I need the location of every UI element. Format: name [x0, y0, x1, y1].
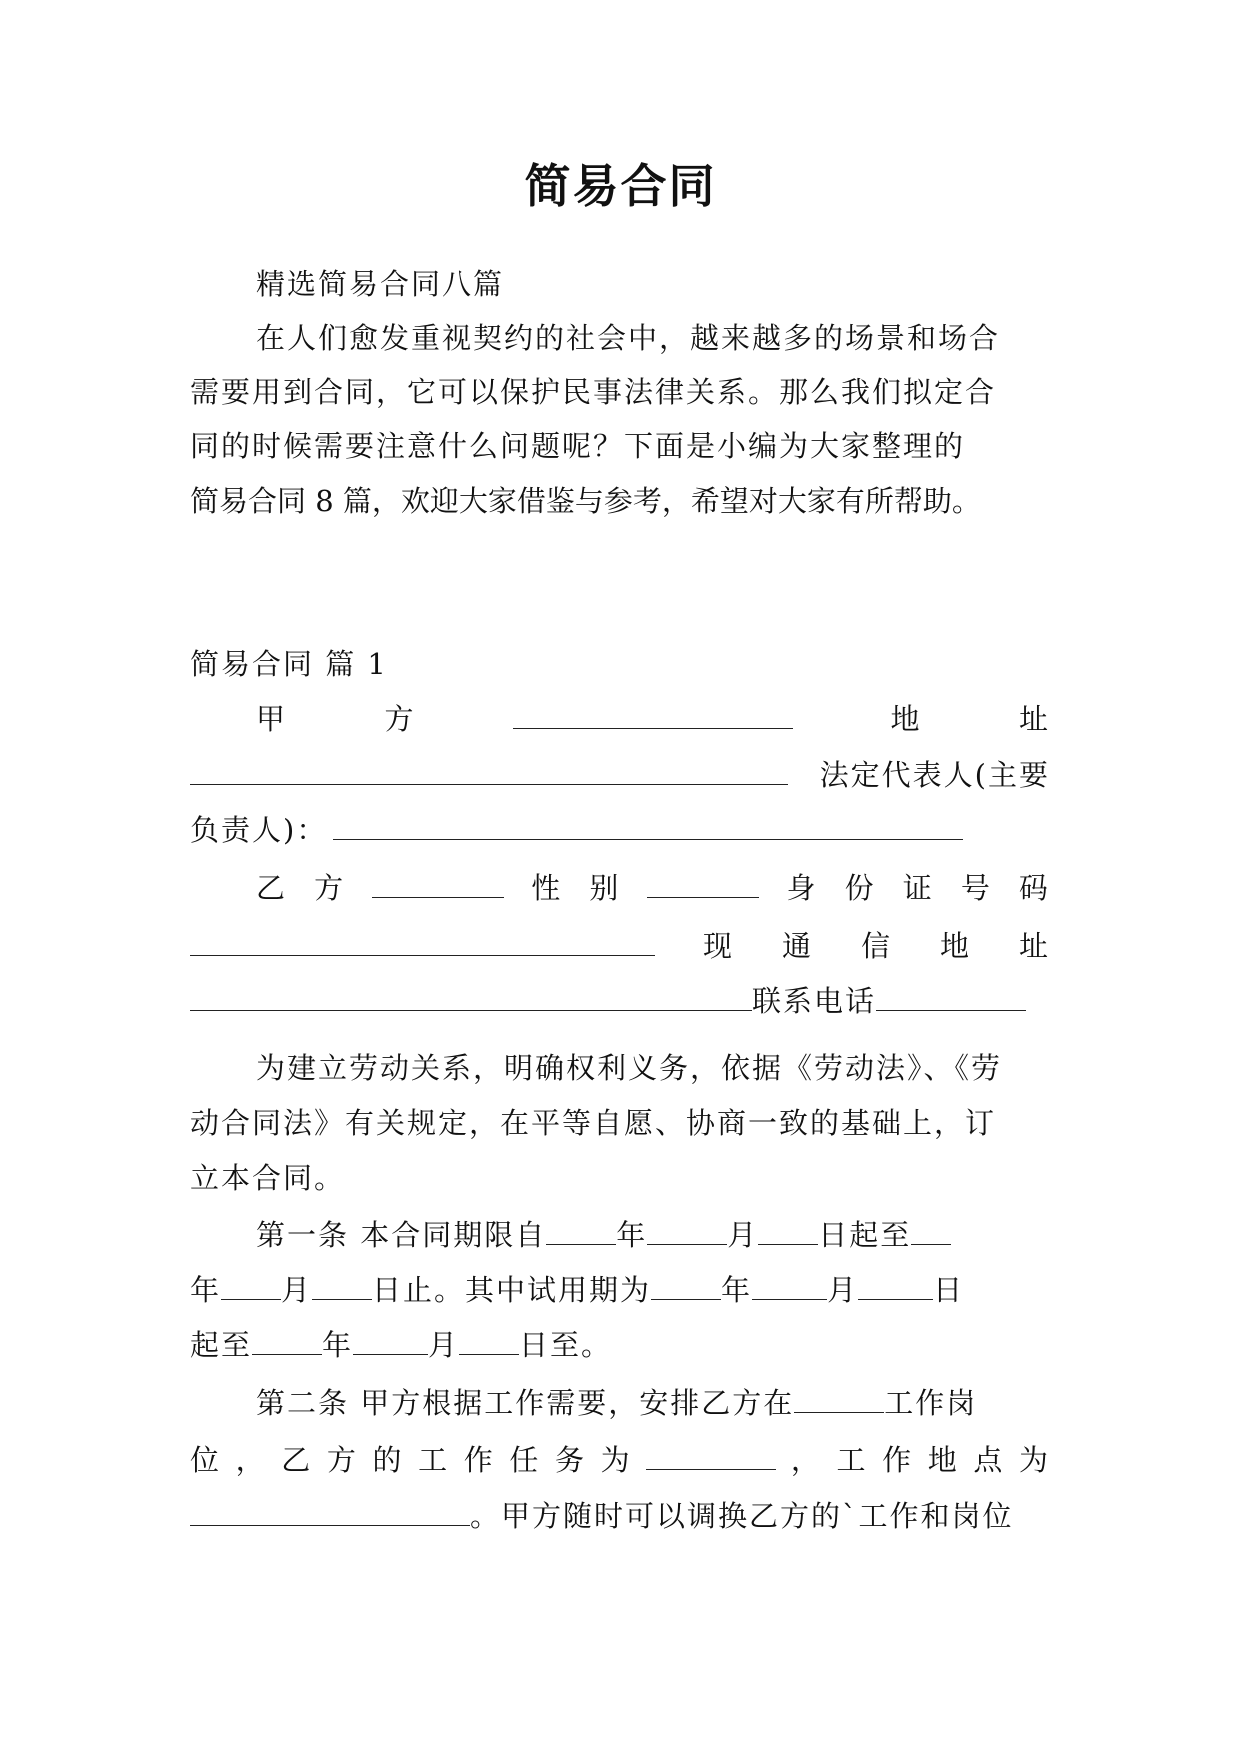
post-label: 工作岗	[884, 1386, 978, 1420]
article-2-char: ，	[790, 1443, 822, 1477]
id-number-blank[interactable]	[190, 931, 655, 956]
responsible-blank[interactable]	[333, 815, 963, 840]
article-2-char: 作	[463, 1443, 495, 1477]
id-label-char: 证	[902, 871, 934, 905]
article-2-char: 为	[1018, 1443, 1050, 1477]
date-blank[interactable]	[758, 1220, 818, 1245]
legal-rep-label: 法定代表人(主要	[819, 758, 1050, 792]
probation-text: 日止。其中试用期为	[372, 1273, 652, 1307]
phone-row	[190, 981, 1050, 1021]
month-label: 月	[281, 1273, 313, 1307]
date-blank[interactable]	[459, 1330, 519, 1355]
comm-address-blank[interactable]	[190, 986, 752, 1011]
intro-line-2: 需要用到合同，它可以保护民事法律关系。那么我们拟定合	[190, 375, 997, 409]
month-label: 月	[727, 1218, 759, 1252]
comm-label-char: 址	[1018, 929, 1050, 963]
intro-line-1: 在人们愈发重视契约的社会中，越来越多的场景和场合	[256, 321, 1001, 355]
article-2-char: 工	[418, 1443, 450, 1477]
id-label-char: 号	[960, 871, 992, 905]
address-char: 地	[890, 702, 922, 736]
year-label: 年	[322, 1328, 354, 1362]
id-label-char: 码	[1018, 871, 1050, 905]
comm-label-char: 信	[860, 929, 892, 963]
id-label-char: 份	[844, 871, 876, 905]
party-b-char: 乙	[256, 871, 288, 905]
article-1-line-2	[190, 1270, 1050, 1310]
comm-label-char: 通	[781, 929, 813, 963]
party-b-char: 方	[314, 871, 346, 905]
year-label: 年	[616, 1218, 648, 1252]
end-label: 日至。	[519, 1328, 613, 1362]
date-blank[interactable]	[252, 1330, 322, 1355]
date-blank[interactable]	[752, 1275, 827, 1300]
year-label: 年	[190, 1273, 222, 1307]
post-blank[interactable]	[794, 1388, 884, 1413]
month-label: 月	[827, 1273, 859, 1307]
article-2-char: 作	[882, 1443, 914, 1477]
date-blank[interactable]	[221, 1275, 281, 1300]
id-label-char: 身	[786, 871, 818, 905]
party-a-row	[256, 699, 1050, 739]
purpose-line-1: 为建立劳动关系，明确权利义务，依据《劳动法》、《劳	[256, 1051, 1003, 1085]
date-blank[interactable]	[546, 1220, 616, 1245]
comm-label-char: 现	[702, 929, 734, 963]
article-2-char: 位	[190, 1443, 222, 1477]
responsible-row	[190, 810, 1050, 850]
comm-label-char: 地	[939, 929, 971, 963]
date-blank[interactable]	[647, 1220, 727, 1245]
article-2-char: 为	[600, 1443, 632, 1477]
article-2-tail: 。甲方随时可以调换乙方的`工作和岗位	[470, 1499, 1014, 1533]
gender-char: 别	[589, 871, 621, 905]
day-label: 日	[933, 1273, 965, 1307]
article-2-text: 第二条 甲方根据工作需要，安排乙方在	[256, 1386, 795, 1420]
article-2-char: 工	[836, 1443, 868, 1477]
address-char: 址	[1018, 702, 1050, 736]
article-2-char: 的	[372, 1443, 404, 1477]
task-blank[interactable]	[646, 1445, 776, 1470]
year-label: 年	[721, 1273, 753, 1307]
gender-blank[interactable]	[647, 873, 759, 898]
party-a-char: 方	[384, 702, 416, 736]
gender-char: 性	[531, 871, 563, 905]
article-2-char: 乙	[281, 1443, 313, 1477]
article-1-line-1	[256, 1215, 1050, 1255]
intro-line-3: 同的时候需要注意什么问题呢？下面是小编为大家整理的	[190, 429, 966, 463]
party-a-char: 甲	[256, 702, 288, 736]
article-2-char: 任	[509, 1443, 541, 1477]
party-b-row	[256, 868, 1050, 908]
date-blank[interactable]	[858, 1275, 933, 1300]
phone-label: 联系电话	[752, 984, 877, 1018]
article-2-char: 方	[326, 1443, 358, 1477]
article-2-line-1	[256, 1383, 1050, 1423]
intro-line-4: 简易合同 8 篇，欢迎大家借鉴与参考，希望对大家有所帮助。	[190, 484, 981, 518]
article-2-char: 点	[973, 1443, 1005, 1477]
date-blank[interactable]	[312, 1275, 372, 1300]
month-label: 月	[428, 1328, 460, 1362]
address-row	[190, 755, 1050, 795]
document-title: 简易合同	[524, 159, 717, 213]
article-1-text: 第一条 本合同期限自	[256, 1218, 547, 1252]
purpose-line-2: 动合同法》有关规定，在平等自愿、协商一致的基础上，订	[190, 1106, 997, 1140]
id-row	[190, 926, 1050, 966]
article-2-char: 地	[927, 1443, 959, 1477]
date-blank[interactable]	[353, 1330, 428, 1355]
article-2-line-3	[190, 1496, 1050, 1536]
address-blank[interactable]	[190, 760, 788, 785]
article-1-line-3	[190, 1325, 1050, 1365]
article-2-char: ，	[235, 1443, 267, 1477]
date-blank[interactable]	[911, 1220, 951, 1245]
workplace-blank[interactable]	[190, 1501, 470, 1526]
day-label: 日起至	[818, 1218, 912, 1252]
intro-heading: 精选简易合同八篇	[256, 267, 505, 301]
article-2-char: 务	[555, 1443, 587, 1477]
phone-blank[interactable]	[876, 986, 1026, 1011]
party-b-blank[interactable]	[372, 873, 504, 898]
date-blank[interactable]	[651, 1275, 721, 1300]
article-2-line-2	[190, 1440, 1050, 1480]
responsible-label: 负责人)：	[190, 813, 328, 847]
section-heading: 简易合同 篇 1	[190, 647, 388, 681]
party-a-blank[interactable]	[513, 704, 793, 729]
from-label: 起至	[190, 1328, 253, 1362]
purpose-line-3: 立本合同。	[190, 1161, 346, 1195]
